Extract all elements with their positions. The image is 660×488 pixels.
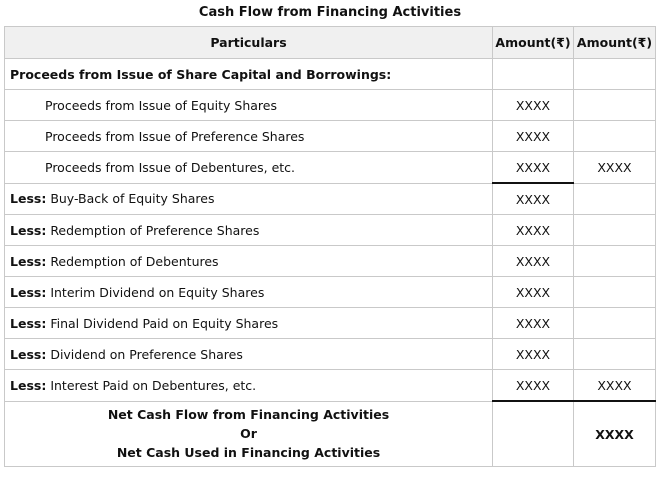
amount-cell: XXXX bbox=[493, 183, 574, 215]
amount-cell bbox=[574, 215, 656, 246]
amount-cell: XXXX bbox=[493, 339, 574, 370]
page-title: Cash Flow from Financing Activities bbox=[198, 5, 462, 20]
less-prefix: Less: bbox=[10, 377, 47, 393]
row-label: Proceeds from Issue of Equity Shares bbox=[5, 90, 493, 121]
table-row bbox=[5, 370, 656, 402]
less-prefix: Less: bbox=[10, 191, 47, 207]
net-cash-label bbox=[5, 401, 493, 467]
section-heading-row bbox=[5, 59, 656, 90]
amount-cell: XXXX bbox=[493, 90, 574, 121]
amount-cell bbox=[574, 308, 656, 339]
row-label-text: Buy-Back of Equity Shares bbox=[50, 191, 215, 207]
amount-cell: XXXX bbox=[574, 370, 656, 402]
net-amount-cell: XXXX bbox=[574, 401, 656, 467]
amount-cell: XXXX bbox=[493, 246, 574, 277]
table-row bbox=[5, 308, 656, 339]
net-line-2: Or bbox=[240, 426, 257, 442]
amount-cell: XXXX bbox=[574, 152, 656, 184]
row-label bbox=[5, 183, 493, 215]
row-label-text: Interest Paid on Debentures, etc. bbox=[50, 377, 257, 393]
row-label bbox=[5, 308, 493, 339]
amount-cell bbox=[574, 277, 656, 308]
row-label: Proceeds from Issue of Preference Shares bbox=[5, 121, 493, 152]
net-line-1: Net Cash Flow from Financing Activities bbox=[107, 407, 390, 423]
row-label-text: Redemption of Debentures bbox=[50, 253, 219, 269]
less-prefix: Less: bbox=[10, 284, 47, 300]
amount-cell: XXXX bbox=[493, 277, 574, 308]
amount-cell bbox=[574, 90, 656, 121]
less-prefix: Less: bbox=[10, 315, 47, 331]
row-label: Proceeds from Issue of Debentures, etc. bbox=[5, 152, 493, 184]
row-label bbox=[5, 339, 493, 370]
header-amount-1: Amount(₹) bbox=[493, 27, 574, 59]
amount-cell: XXXX bbox=[493, 121, 574, 152]
header-particulars: Particulars bbox=[5, 27, 493, 59]
row-label-text: Final Dividend Paid on Equity Shares bbox=[50, 315, 279, 331]
table-row bbox=[5, 215, 656, 246]
row-label bbox=[5, 246, 493, 277]
amount-cell: XXXX bbox=[493, 370, 574, 402]
amount-cell bbox=[574, 339, 656, 370]
table-row bbox=[5, 90, 656, 121]
table-row bbox=[5, 121, 656, 152]
table-row bbox=[5, 246, 656, 277]
row-label bbox=[5, 370, 493, 402]
row-label-text: Redemption of Preference Shares bbox=[50, 222, 260, 238]
table-row bbox=[5, 183, 656, 215]
header-amount-2: Amount(₹) bbox=[574, 27, 656, 59]
table-row bbox=[5, 339, 656, 370]
table-row bbox=[5, 277, 656, 308]
section-heading: Proceeds from Issue of Share Capital and Borrowings: bbox=[5, 59, 493, 90]
amount-cell: XXXX bbox=[493, 308, 574, 339]
amount-cell bbox=[493, 401, 574, 467]
net-cash-row bbox=[5, 401, 656, 467]
less-prefix: Less: bbox=[10, 253, 47, 269]
amount-cell: XXXX bbox=[493, 215, 574, 246]
amount-cell bbox=[574, 183, 656, 215]
row-label bbox=[5, 277, 493, 308]
table-header-row bbox=[5, 27, 656, 59]
amount-cell bbox=[574, 59, 656, 90]
cash-flow-table bbox=[4, 26, 656, 467]
amount-cell bbox=[574, 246, 656, 277]
amount-cell bbox=[493, 59, 574, 90]
amount-cell: XXXX bbox=[493, 152, 574, 184]
table-row bbox=[5, 152, 656, 184]
amount-cell bbox=[574, 121, 656, 152]
row-label-text: Dividend on Preference Shares bbox=[50, 346, 243, 362]
less-prefix: Less: bbox=[10, 222, 47, 238]
row-label bbox=[5, 215, 493, 246]
less-prefix: Less: bbox=[10, 346, 47, 362]
row-label-text: Interim Dividend on Equity Shares bbox=[50, 284, 265, 300]
net-line-3: Net Cash Used in Financing Activities bbox=[116, 445, 381, 461]
